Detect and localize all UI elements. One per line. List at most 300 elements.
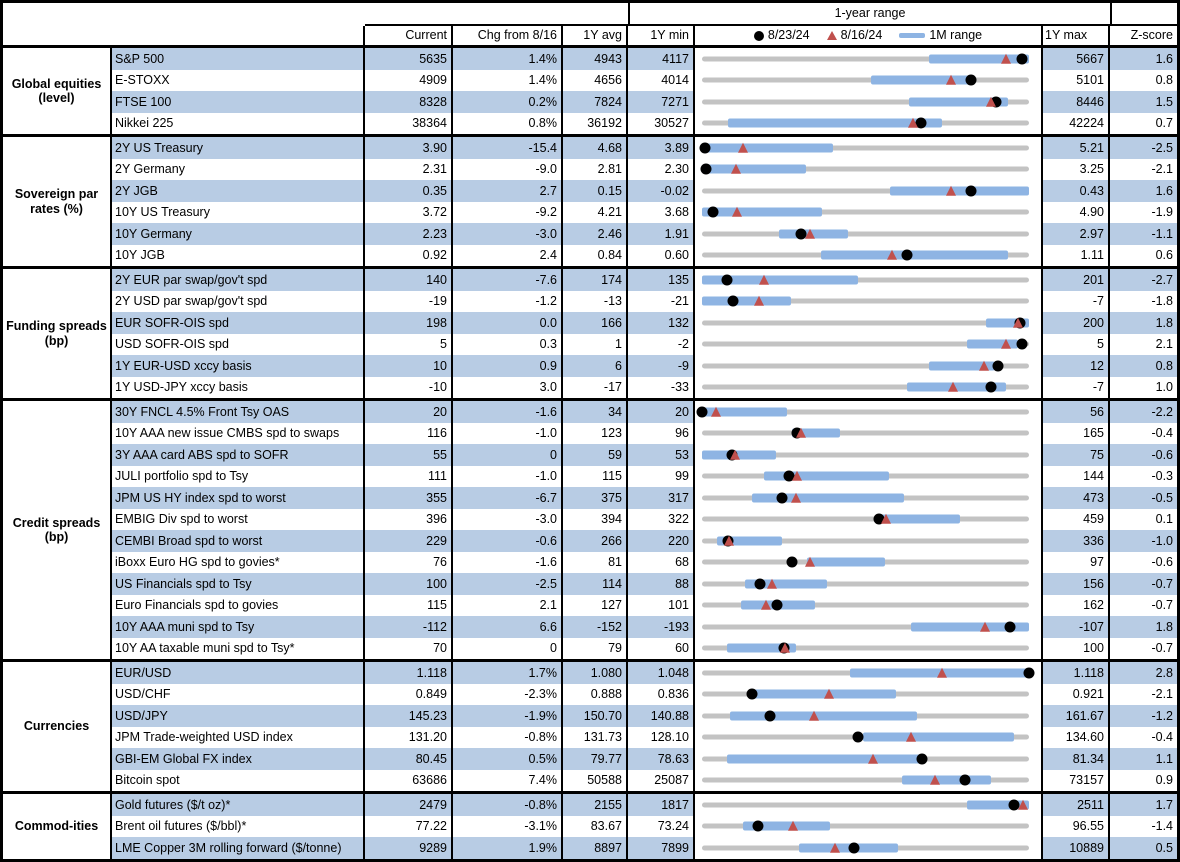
one-year-min-value: 101: [628, 595, 695, 617]
one-year-max-value: 56: [1043, 401, 1110, 423]
change-value: -2.3%: [453, 684, 563, 706]
z-score-value: -1.4: [1151, 819, 1173, 833]
one-year-min-value: 1817: [628, 794, 695, 816]
z-score-value: 1.7: [1110, 794, 1177, 816]
table-body: [3, 45, 1177, 859]
change-value: -6.7: [453, 487, 563, 509]
table-row-10y-aaa-new-issue-cmbs-spd-to-swaps: [112, 423, 1177, 445]
one-year-avg-value: 2155: [563, 794, 628, 816]
current-value: 80.45: [365, 748, 453, 770]
one-month-range-bar: [929, 54, 1029, 63]
range-chart: [695, 684, 1043, 706]
range-track-area: [702, 616, 1029, 638]
range-chart: [695, 291, 1043, 313]
table-row-2y-eur-par-swap-gov-t-spd: [112, 269, 1177, 291]
current-dot-marker: [1017, 53, 1028, 64]
one-year-avg-value: 6: [563, 355, 628, 377]
asset-name: EMBIG Div spd to worst: [112, 509, 365, 531]
one-year-avg-value: 36192: [563, 113, 628, 135]
asset-name: JULI portfolio spd to Tsy: [112, 466, 365, 488]
one-year-avg-value: 123: [563, 423, 628, 445]
change-value: 0: [453, 638, 563, 660]
one-year-min-value: 7899: [628, 837, 695, 859]
change-value: -7.6: [453, 269, 563, 291]
chart-legend: [695, 26, 1043, 45]
change-value: 0.5%: [453, 748, 563, 770]
current-value: 3.90: [365, 137, 453, 159]
current-value: 9289: [365, 837, 453, 859]
z-score-value: 0.7: [1155, 116, 1173, 130]
asset-name: 2Y JGB: [112, 180, 365, 202]
current-dot-marker: [699, 142, 710, 153]
table-row-10y-aa-taxable-muni-spd-to-tsy: [112, 638, 1177, 660]
one-year-max-value: 1.11: [1043, 245, 1110, 267]
range-track-area: [702, 401, 1029, 423]
z-score-value: 2.8: [1110, 662, 1177, 684]
prior-triangle-marker: [780, 643, 790, 653]
one-year-max-value: 473: [1043, 487, 1110, 509]
one-year-min-value: 317: [628, 487, 695, 509]
current-dot-marker: [986, 382, 997, 393]
z-score-value: -1.0: [1110, 530, 1177, 552]
prior-triangle-marker: [1001, 54, 1011, 64]
z-score-value: 1.6: [1110, 180, 1177, 202]
asset-name: E-STOXX: [112, 70, 365, 92]
group-currencies: [3, 659, 1177, 791]
current-value: 2479: [365, 794, 453, 816]
one-month-range-bar: [863, 733, 1014, 742]
range-track-area: [702, 70, 1029, 92]
z-score-value: -0.5: [1110, 487, 1177, 509]
prior-triangle-marker: [946, 75, 956, 85]
one-year-min-value: 68: [628, 552, 695, 574]
asset-name: 10Y Germany: [112, 223, 365, 245]
range-chart: [695, 202, 1043, 224]
z-score-value: 1.8: [1110, 312, 1177, 334]
change-value: -3.1%: [453, 816, 563, 838]
z-score-value: -0.6: [1151, 555, 1173, 569]
range-chart: [695, 530, 1043, 552]
prior-triangle-marker: [761, 600, 771, 610]
range-chart: [695, 487, 1043, 509]
z-score-value: 0.8: [1110, 355, 1177, 377]
group-rows: [112, 48, 1177, 134]
change-value: -0.8%: [453, 727, 563, 749]
current-value: -112: [365, 616, 453, 638]
z-score-value: 0.9: [1155, 773, 1173, 787]
legend-label: 1M range: [929, 28, 983, 43]
one-year-max-value: 459: [1043, 509, 1110, 531]
one-year-max-value: 10889: [1043, 837, 1110, 859]
prior-triangle-marker: [887, 250, 897, 260]
range-track-area: [702, 312, 1029, 334]
one-year-min-value: 3.89: [628, 137, 695, 159]
column-header-1y-min: 1Y min: [628, 26, 695, 45]
one-year-max-value: 42224: [1043, 113, 1110, 135]
one-year-min-value: 60: [628, 638, 695, 660]
table-row-eur-sofr-ois-spd: [112, 312, 1177, 334]
change-value: 2.4: [453, 245, 563, 267]
one-year-min-value: 0.836: [628, 684, 695, 706]
asset-name: Nikkei 225: [112, 113, 365, 135]
current-value: 100: [365, 573, 453, 595]
one-year-avg-value: 1.080: [563, 662, 628, 684]
range-track-area: [702, 444, 1029, 466]
group-commod-ities: [3, 791, 1177, 859]
range-chart: [695, 509, 1043, 531]
change-value: -0.8%: [453, 794, 563, 816]
range-chart: [695, 70, 1043, 92]
column-header-1y-max: 1Y max: [1043, 26, 1110, 45]
group-rows: [112, 662, 1177, 791]
one-year-min-value: 99: [628, 466, 695, 488]
one-year-min-value: 0.60: [628, 245, 695, 267]
range-chart: [695, 662, 1043, 684]
current-value: 0.92: [365, 245, 453, 267]
one-year-avg-value: -13: [563, 291, 628, 313]
one-year-max-value: 161.67: [1043, 705, 1110, 727]
table-row-jpm-us-hy-index-spd-to-worst: [112, 487, 1177, 509]
current-value: 76: [365, 552, 453, 574]
one-year-min-value: 7271: [628, 91, 695, 113]
category-cell-credit-spreads-bp: Credit spreads (bp): [3, 401, 112, 659]
z-score-value: -0.6: [1110, 444, 1177, 466]
z-score-value: 0.6: [1155, 248, 1173, 262]
one-year-avg-value: 114: [563, 573, 628, 595]
prior-triangle-marker: [946, 186, 956, 196]
table-row-usd-jpy: [112, 705, 1177, 727]
asset-name: Brent oil futures ($/bbl)*: [112, 816, 365, 838]
range-track-area: [702, 552, 1029, 574]
one-month-range-bar: [902, 776, 991, 785]
current-value: 38364: [365, 113, 453, 135]
table-row-bitcoin-spot: [112, 770, 1177, 792]
current-value: 229: [365, 530, 453, 552]
current-dot-marker: [776, 492, 787, 503]
one-year-track: [702, 517, 1029, 522]
change-value: 1.4%: [453, 48, 563, 70]
change-value: 1.9%: [453, 837, 563, 859]
range-track-area: [702, 530, 1029, 552]
asset-name: 2Y Germany: [112, 159, 365, 181]
change-value: -9.0: [453, 159, 563, 181]
range-chart: [695, 552, 1043, 574]
one-year-max-value: 73157: [1043, 770, 1110, 792]
one-year-min-value: 4014: [628, 70, 695, 92]
one-year-max-value: 4.90: [1043, 202, 1110, 224]
one-year-avg-value: -17: [563, 377, 628, 399]
current-value: 198: [365, 312, 453, 334]
prior-triangle-marker: [824, 689, 834, 699]
column-header-chg: Chg from 8/16: [453, 26, 563, 45]
one-year-min-value: 1.048: [628, 662, 695, 684]
one-year-max-value: 5.21: [1043, 137, 1110, 159]
table-row-s-p-500: [112, 48, 1177, 70]
one-year-avg-value: -152: [563, 616, 628, 638]
column-header-z-score: Z-score: [1130, 28, 1173, 43]
table-row-2y-usd-par-swap-gov-t-spd: [112, 291, 1177, 313]
one-year-max-value: 8446: [1043, 91, 1110, 113]
table-row-2y-germany: [112, 159, 1177, 181]
prior-triangle-marker: [759, 275, 769, 285]
table-row-us-financials-spd-to-tsy: [112, 573, 1177, 595]
range-chart: [695, 444, 1043, 466]
range-track-area: [702, 727, 1029, 749]
asset-name: LME Copper 3M rolling forward ($/tonne): [112, 837, 365, 859]
table-row-brent-oil-futures-bbl: [112, 816, 1177, 838]
z-score-value: 1.5: [1110, 91, 1177, 113]
current-value: 10: [365, 355, 453, 377]
range-track-area: [702, 466, 1029, 488]
current-value: 2.23: [365, 223, 453, 245]
one-month-range-bar: [807, 558, 885, 567]
current-value: 4909: [365, 70, 453, 92]
one-month-range-bar: [890, 186, 1029, 195]
current-value: 116: [365, 423, 453, 445]
prior-triangle-marker: [881, 514, 891, 524]
z-score-value: -1.9: [1151, 205, 1173, 219]
asset-name: 30Y FNCL 4.5% Front Tsy OAS: [112, 401, 365, 423]
category-cell-commod-ities: Commod-ities: [3, 794, 112, 859]
one-year-min-value: 2.30: [628, 159, 695, 181]
prior-triangle-marker: [908, 118, 918, 128]
prior-triangle-marker: [830, 843, 840, 853]
one-year-avg-value: 266: [563, 530, 628, 552]
current-value: -10: [365, 377, 453, 399]
change-value: -2.5: [453, 573, 563, 595]
current-value: 20: [365, 401, 453, 423]
range-track-area: [702, 245, 1029, 267]
range-track-area: [702, 91, 1029, 113]
range-chart: [695, 595, 1043, 617]
range-chart: [695, 91, 1043, 113]
asset-name: EUR/USD: [112, 662, 365, 684]
one-year-max-value: 2511: [1043, 794, 1110, 816]
range-track-area: [702, 423, 1029, 445]
prior-triangle-marker: [930, 775, 940, 785]
current-value: 8328: [365, 91, 453, 113]
change-value: 0.8%: [453, 113, 563, 135]
prior-triangle-marker: [980, 622, 990, 632]
one-year-max-value: 81.34: [1043, 748, 1110, 770]
range-chart: [695, 245, 1043, 267]
z-score-value: -2.2: [1110, 401, 1177, 423]
asset-name: Gold futures ($/t oz)*: [112, 794, 365, 816]
range-chart: [695, 748, 1043, 770]
prior-triangle-marker: [805, 557, 815, 567]
asset-name: 2Y USD par swap/gov't spd: [112, 291, 365, 313]
one-year-max-value: 5101: [1043, 70, 1110, 92]
z-score-value: -2.7: [1110, 269, 1177, 291]
asset-name: Euro Financials spd to govies: [112, 595, 365, 617]
group-rows: [112, 401, 1177, 659]
z-score-value: -2.5: [1110, 137, 1177, 159]
change-value: 2.1: [453, 595, 563, 617]
one-year-max-value: 336: [1043, 530, 1110, 552]
range-track-area: [702, 837, 1029, 859]
z-score-value: -0.3: [1151, 469, 1173, 483]
current-value: 63686: [365, 770, 453, 792]
change-value: -0.6: [453, 530, 563, 552]
one-year-avg-value: 50588: [563, 770, 628, 792]
change-value: 3.0: [453, 377, 563, 399]
change-value: 0.2%: [453, 91, 563, 113]
one-year-max-value: 156: [1043, 573, 1110, 595]
prior-triangle-marker: [1018, 800, 1028, 810]
range-track-area: [702, 223, 1029, 245]
range-chart: [695, 727, 1043, 749]
header-row-columns: [3, 26, 1177, 45]
range-track-area: [702, 595, 1029, 617]
prior-triangle-marker: [754, 296, 764, 306]
range-track-area: [702, 113, 1029, 135]
table-row-3y-aaa-card-abs-spd-to-sofr: [112, 444, 1177, 466]
current-value: 145.23: [365, 705, 453, 727]
one-year-min-value: 78.63: [628, 748, 695, 770]
current-dot-marker: [966, 75, 977, 86]
table-row-usd-sofr-ois-spd: [112, 334, 1177, 356]
range-track-area: [702, 487, 1029, 509]
range-chart: [695, 616, 1043, 638]
change-value: -1.9%: [453, 705, 563, 727]
current-dot-marker: [1005, 621, 1016, 632]
change-value: 0.9: [453, 355, 563, 377]
one-year-range-header: 1-year range: [628, 3, 1110, 26]
current-value: 5635: [365, 48, 453, 70]
change-value: -1.0: [453, 466, 563, 488]
category-cell-funding-spreads-bp: Funding spreads (bp): [3, 269, 112, 398]
prior-triangle-marker: [979, 361, 989, 371]
z-score-value: 0.8: [1155, 73, 1173, 87]
one-year-max-value: 75: [1043, 444, 1110, 466]
prior-triangle-marker: [1001, 339, 1011, 349]
current-dot-marker: [754, 578, 765, 589]
one-year-min-value: 128.10: [628, 727, 695, 749]
prior-triangle-marker: [805, 229, 815, 239]
current-value: 5: [365, 334, 453, 356]
header-top-left-spacer: [3, 3, 365, 26]
range-chart: [695, 573, 1043, 595]
one-year-avg-value: 83.67: [563, 816, 628, 838]
current-value: 140: [365, 269, 453, 291]
current-value: 55: [365, 444, 453, 466]
one-year-avg-value: 150.70: [563, 705, 628, 727]
one-year-max-value: 3.25: [1043, 159, 1110, 181]
current-dot-marker: [1024, 667, 1035, 678]
table-row-10y-jgb: [112, 245, 1177, 267]
legend-item-current: [754, 29, 810, 42]
one-month-range-bar: [821, 251, 1009, 260]
asset-name: 1Y USD-JPY xccy basis: [112, 377, 365, 399]
range-track-area: [702, 638, 1029, 660]
table-row-lme-copper-3m-rolling-forward-tonne: [112, 837, 1177, 859]
range-chart: [695, 137, 1043, 159]
z-score-value: -0.7: [1151, 598, 1173, 612]
current-dot-marker: [772, 600, 783, 611]
range-track-area: [702, 573, 1029, 595]
current-value: 2.31: [365, 159, 453, 181]
prior-triangle-marker: [731, 164, 741, 174]
asset-name: JPM Trade-weighted USD index: [112, 727, 365, 749]
one-year-avg-value: 375: [563, 487, 628, 509]
z-score-value: 1.6: [1110, 48, 1177, 70]
range-chart: [695, 705, 1043, 727]
one-year-min-value: 3.68: [628, 202, 695, 224]
z-score-value: -1.2: [1110, 705, 1177, 727]
current-dot-marker: [787, 557, 798, 568]
table-row-euro-financials-spd-to-govies: [112, 595, 1177, 617]
one-month-range-bar: [702, 165, 806, 174]
current-dot-marker: [916, 753, 927, 764]
change-value: 0.3: [453, 334, 563, 356]
asset-name: 10Y US Treasury: [112, 202, 365, 224]
one-year-min-value: 20: [628, 401, 695, 423]
z-score-value: -0.7: [1110, 573, 1177, 595]
range-chart: [695, 377, 1043, 399]
prior-triangle-marker: [809, 711, 819, 721]
prior-triangle-marker: [732, 207, 742, 217]
current-value: 396: [365, 509, 453, 531]
one-year-min-value: 4117: [628, 48, 695, 70]
z-score-value: -0.4: [1151, 426, 1173, 440]
change-value: -1.0: [453, 423, 563, 445]
asset-name: 10Y AAA muni spd to Tsy: [112, 616, 365, 638]
asset-name: 1Y EUR-USD xccy basis: [112, 355, 365, 377]
prior-triangle-marker: [948, 382, 958, 392]
z-score-value: -2.1: [1151, 687, 1173, 701]
current-value: 111: [365, 466, 453, 488]
change-value: 0.0: [453, 312, 563, 334]
group-credit-spreads-bp: [3, 398, 1177, 659]
range-track-area: [702, 137, 1029, 159]
range-chart: [695, 312, 1043, 334]
z-score-value: 0.1: [1155, 512, 1173, 526]
current-value: 1.118: [365, 662, 453, 684]
range-track-area: [702, 202, 1029, 224]
one-year-avg-value: 4.21: [563, 202, 628, 224]
legend-label: 8/23/24: [767, 28, 810, 43]
prior-triangle-marker: [724, 536, 734, 546]
one-year-max-value: 201: [1043, 269, 1110, 291]
group-rows: [112, 137, 1177, 266]
legend-dot-icon: [754, 31, 764, 41]
prior-triangle-marker: [796, 428, 806, 438]
asset-name: 3Y AAA card ABS spd to SOFR: [112, 444, 365, 466]
one-year-max-value: 1.118: [1043, 662, 1110, 684]
header-spacer: [1110, 3, 1177, 26]
one-year-max-value: 100: [1043, 638, 1110, 660]
group-rows: [112, 794, 1177, 859]
current-value: -19: [365, 291, 453, 313]
one-year-avg-value: 0.84: [563, 245, 628, 267]
asset-name: FTSE 100: [112, 91, 365, 113]
change-value: 6.6: [453, 616, 563, 638]
asset-name: EUR SOFR-OIS spd: [112, 312, 365, 334]
change-value: -1.6: [453, 401, 563, 423]
current-dot-marker: [721, 274, 732, 285]
one-year-avg-value: 166: [563, 312, 628, 334]
group-global-equities-level: [3, 45, 1177, 134]
one-year-avg-value: 79: [563, 638, 628, 660]
table-row-embig-div-spd-to-worst: [112, 509, 1177, 531]
one-year-min-value: -33: [628, 377, 695, 399]
one-year-min-value: -9: [628, 355, 695, 377]
one-year-max-value: 162: [1043, 595, 1110, 617]
change-value: -3.0: [453, 223, 563, 245]
one-year-avg-value: 2.81: [563, 159, 628, 181]
range-track-area: [702, 334, 1029, 356]
current-dot-marker: [1017, 339, 1028, 350]
